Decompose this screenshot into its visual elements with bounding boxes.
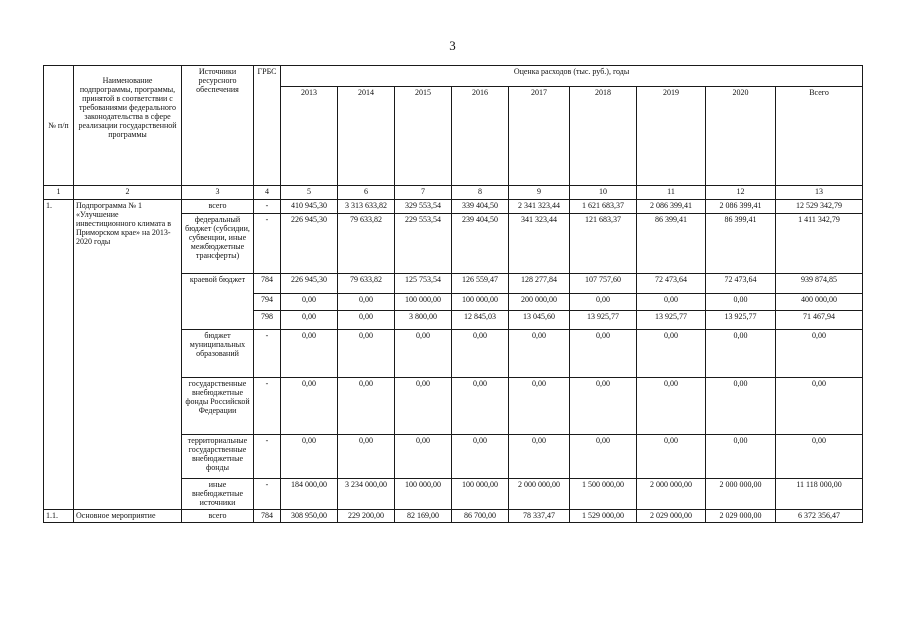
value-cell: 0,00 [776, 435, 863, 479]
subsection-name: Основное мероприятие [74, 510, 182, 523]
value-cell: 0,00 [395, 378, 452, 435]
value-cell: 200 000,00 [509, 294, 570, 311]
header-year: 2016 [452, 87, 509, 186]
value-cell: 79 633,82 [338, 274, 395, 294]
value-cell: 0,00 [338, 330, 395, 378]
header-year: 2013 [281, 87, 338, 186]
value-cell: 128 277,84 [509, 274, 570, 294]
page-number: 3 [449, 38, 456, 53]
value-cell: 239 404,50 [452, 214, 509, 274]
value-cell: 2 341 323,44 [509, 200, 570, 214]
value-cell: 329 553,54 [395, 200, 452, 214]
column-number: 2 [74, 186, 182, 200]
value-cell: 86 700,00 [452, 510, 509, 523]
value-cell: 1 529 000,00 [570, 510, 637, 523]
value-cell: 0,00 [509, 435, 570, 479]
column-number: 8 [452, 186, 509, 200]
value-cell: 0,00 [395, 330, 452, 378]
value-cell: 107 757,60 [570, 274, 637, 294]
value-cell: 0,00 [706, 378, 776, 435]
value-cell: 72 473,64 [637, 274, 706, 294]
header-year: 2018 [570, 87, 637, 186]
value-cell: 0,00 [338, 378, 395, 435]
value-cell: 121 683,37 [570, 214, 637, 274]
column-number: 11 [637, 186, 706, 200]
value-cell: 78 337,47 [509, 510, 570, 523]
grbs-cell: - [254, 378, 281, 435]
value-cell: 410 945,30 [281, 200, 338, 214]
value-cell: 0,00 [570, 294, 637, 311]
value-cell: 0,00 [281, 435, 338, 479]
value-cell: 226 945,30 [281, 214, 338, 274]
header-estimate: Оценка расходов (тыс. руб.), годы [281, 66, 863, 87]
source-cell: бюджет муниципальных образований [182, 330, 254, 378]
value-cell: 100 000,00 [395, 294, 452, 311]
source-cell: всего [182, 510, 254, 523]
header-year: 2017 [509, 87, 570, 186]
header-grbs: ГРБС [254, 66, 281, 186]
value-cell: 308 950,00 [281, 510, 338, 523]
value-cell: 0,00 [637, 378, 706, 435]
grbs-cell: - [254, 330, 281, 378]
header-year: 2015 [395, 87, 452, 186]
value-cell: 13 925,77 [637, 311, 706, 330]
value-cell: 72 473,64 [706, 274, 776, 294]
value-cell: 2 000 000,00 [637, 479, 706, 510]
grbs-cell: - [254, 200, 281, 214]
value-cell: 400 000,00 [776, 294, 863, 311]
subsection-number: 1.1. [44, 510, 74, 523]
value-cell: 0,00 [452, 330, 509, 378]
column-number: 7 [395, 186, 452, 200]
header-year: 2019 [637, 87, 706, 186]
column-number: 5 [281, 186, 338, 200]
value-cell: 0,00 [281, 330, 338, 378]
section-number: 1. [44, 200, 74, 510]
value-cell: 0,00 [452, 378, 509, 435]
value-cell: 184 000,00 [281, 479, 338, 510]
value-cell: 100 000,00 [395, 479, 452, 510]
value-cell: 0,00 [637, 330, 706, 378]
source-cell: иные внебюджетные источники [182, 479, 254, 510]
value-cell: 0,00 [281, 294, 338, 311]
value-cell: 0,00 [570, 435, 637, 479]
value-cell: 125 753,54 [395, 274, 452, 294]
value-cell: 226 945,30 [281, 274, 338, 294]
column-number: 10 [570, 186, 637, 200]
header-source: Источники ресурсного обеспечения [182, 66, 254, 186]
grbs-cell: 798 [254, 311, 281, 330]
value-cell: 86 399,41 [637, 214, 706, 274]
grbs-cell: - [254, 479, 281, 510]
column-number: 4 [254, 186, 281, 200]
value-cell: 0,00 [706, 330, 776, 378]
value-cell: 82 169,00 [395, 510, 452, 523]
value-cell: 0,00 [338, 311, 395, 330]
expenditure-table [43, 65, 863, 523]
value-cell: 126 559,47 [452, 274, 509, 294]
value-cell: 0,00 [706, 294, 776, 311]
value-cell: 339 404,50 [452, 200, 509, 214]
value-cell: 0,00 [281, 311, 338, 330]
value-cell: 0,00 [338, 435, 395, 479]
value-cell: 12 529 342,79 [776, 200, 863, 214]
column-number: 3 [182, 186, 254, 200]
value-cell: 6 372 356,47 [776, 510, 863, 523]
value-cell: 3 313 633,82 [338, 200, 395, 214]
value-cell: 0,00 [776, 378, 863, 435]
header-program-name: Наименование подпрограммы, программы, принятой в соответствии с требованиями федерального законодательства в сфере реализации государственной программы [74, 66, 182, 186]
source-cell: федеральный бюджет (субсидии, субвенции, иные межбюджетные трансферты) [182, 214, 254, 274]
grbs-cell: 784 [254, 274, 281, 294]
value-cell: 0,00 [395, 435, 452, 479]
value-cell: 1 500 000,00 [570, 479, 637, 510]
value-cell: 0,00 [338, 294, 395, 311]
source-cell: территориальные государственные внебюджетные фонды [182, 435, 254, 479]
source-cell: государственные внебюджетные фонды Российской Федерации [182, 378, 254, 435]
column-number: 1 [44, 186, 74, 200]
value-cell: 3 234 000,00 [338, 479, 395, 510]
value-cell: 0,00 [706, 435, 776, 479]
value-cell: 2 029 000,00 [706, 510, 776, 523]
column-number: 9 [509, 186, 570, 200]
value-cell: 0,00 [776, 330, 863, 378]
value-cell: 3 800,00 [395, 311, 452, 330]
value-cell: 229 200,00 [338, 510, 395, 523]
value-cell: 12 845,03 [452, 311, 509, 330]
value-cell: 0,00 [452, 435, 509, 479]
value-cell: 0,00 [570, 378, 637, 435]
column-number: 13 [776, 186, 863, 200]
source-cell: всего [182, 200, 254, 214]
value-cell: 2 000 000,00 [706, 479, 776, 510]
value-cell: 0,00 [509, 378, 570, 435]
value-cell: 2 086 399,41 [637, 200, 706, 214]
value-cell: 1 621 683,37 [570, 200, 637, 214]
value-cell: 0,00 [509, 330, 570, 378]
value-cell: 2 086 399,41 [706, 200, 776, 214]
value-cell: 2 029 000,00 [637, 510, 706, 523]
value-cell: 229 553,54 [395, 214, 452, 274]
source-cell: краевой бюджет [182, 274, 254, 330]
value-cell: 0,00 [637, 294, 706, 311]
value-cell: 13 925,77 [570, 311, 637, 330]
column-number: 12 [706, 186, 776, 200]
value-cell: 939 874,85 [776, 274, 863, 294]
value-cell: 100 000,00 [452, 479, 509, 510]
section-name: Подпрограмма № 1 «Улучшение инвестиционного климата в Приморском крае» на 2013-2020 годы [74, 200, 182, 510]
value-cell: 2 000 000,00 [509, 479, 570, 510]
header-row-number: № п/п [44, 66, 74, 186]
value-cell: 100 000,00 [452, 294, 509, 311]
value-cell: 11 118 000,00 [776, 479, 863, 510]
value-cell: 1 411 342,79 [776, 214, 863, 274]
header-year: 2020 [706, 87, 776, 186]
grbs-cell: - [254, 435, 281, 479]
value-cell: 0,00 [570, 330, 637, 378]
value-cell: 341 323,44 [509, 214, 570, 274]
header-total: Всего [776, 87, 863, 186]
value-cell: 0,00 [281, 378, 338, 435]
grbs-cell: - [254, 214, 281, 274]
value-cell: 13 925,77 [706, 311, 776, 330]
header-year: 2014 [338, 87, 395, 186]
value-cell: 0,00 [637, 435, 706, 479]
value-cell: 13 045,60 [509, 311, 570, 330]
value-cell: 71 467,94 [776, 311, 863, 330]
column-number: 6 [338, 186, 395, 200]
grbs-cell: 784 [254, 510, 281, 523]
grbs-cell: 794 [254, 294, 281, 311]
value-cell: 79 633,82 [338, 214, 395, 274]
value-cell: 86 399,41 [706, 214, 776, 274]
